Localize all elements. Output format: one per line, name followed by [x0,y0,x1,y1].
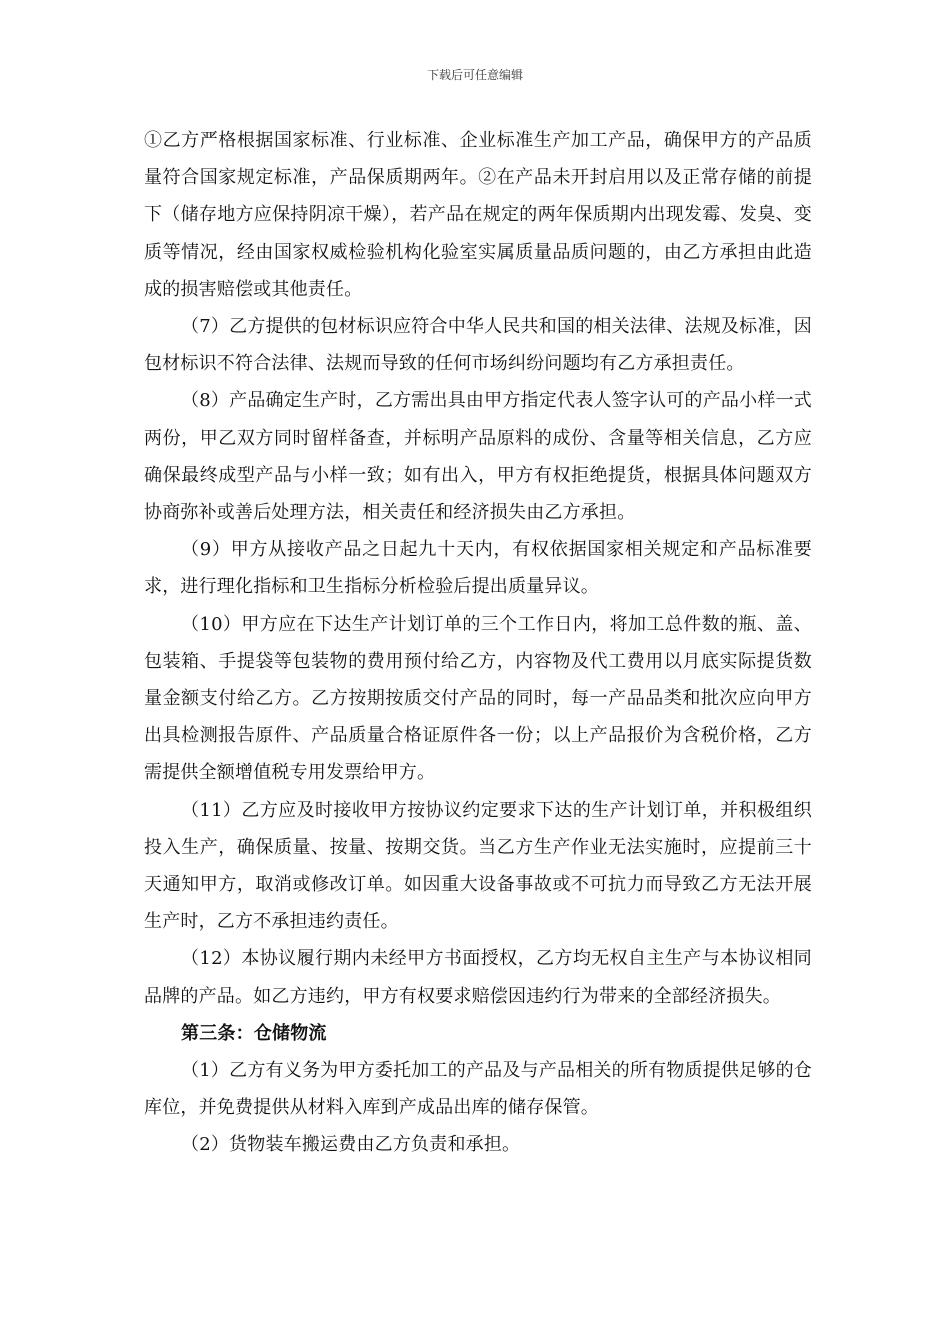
paragraph-clause-11: （11）乙方应及时接收甲方按协议约定要求下达的生产计划订单，并积极组织投入生产，确保质量、按量、按期交货。当乙方生产作业无法实施时，应提前三十天通知甲方，取消或修改订单。如因重大设备事故或不可抗力而导致乙方无法开展生产时，乙方不承担违约责任。 [144,799,812,933]
paragraph-quality-clause: ①乙方严格根据国家标准、行业标准、企业标准生产加工产品，确保甲方的产品质量符合国家规定标准，产品保质期两年。②在产品未开封启用以及正常存储的前提下（储存地方应保持阴凉干燥），若产品在规定的两年保质期内出现发霉、发臭、变质等情况，经由国家权威检验机构化验室实属质量品质问题的，由乙方承担由此造成的损害赔偿或其他责任。 [144,130,812,300]
paragraph-clause-9: （9）甲方从接收产品之日起九十天内，有权依据国家相关规定和产品标准要求，进行理化指标和卫生指标分析检验后提出质量异议。 [144,539,812,598]
paragraph-clause-10: （10）甲方应在下达生产计划订单的三个工作日内，将加工总件数的瓶、盖、包装箱、手提袋等包装物的费用预付给乙方，内容物及代工费用以月底实际提货数量金额支付给乙方。乙方按期按质交付产品的同时，每一产品品类和批次应向甲方出具检测报告原件、产品质量合格证原件各一份；以上产品报价为含税价格，乙方需提供全额增值税专用发票给甲方。 [144,613,812,784]
paragraph-storage-2: （2）货物装车搬运费由乙方负责和承担。 [181,1134,521,1156]
paragraph-clause-12: （12）本协议履行期内未经甲方书面授权，乙方均无权自主生产与本协议相同品牌的产品。如乙方违约，甲方有权要求赔偿因违约行为带来的全部经济损失。 [144,948,812,1007]
document-body [144,122,812,1164]
page-header: 下载后可任意编辑 [426,68,523,82]
paragraph-storage-1: （1）乙方有义务为甲方委托加工的产品及与产品相关的所有物质提供足够的仓库位，并免费提供从材料入库到产成品出库的储存保管。 [144,1060,812,1119]
paragraph-clause-8: （8）产品确定生产时，乙方需出具由甲方指定代表人签字认可的产品小样一式两份，甲乙双方同时留样备查，并标明产品原料的成份、含量等相关信息，乙方应确保最终成型产品与小样一致；如有出入，甲方有权拒绝提货，根据具体问题双方协商弥补或善后处理方法，相关责任和经济损失由乙方承担。 [144,390,812,524]
paragraph-clause-7: （7）乙方提供的包材标识应符合中华人民共和国的相关法律、法规及标准，因包材标识不符合法律、法规而导致的任何市场纠纷问题均有乙方承担责任。 [144,316,812,375]
section-heading-article-3: 第三条：仓储物流 [181,1022,327,1044]
